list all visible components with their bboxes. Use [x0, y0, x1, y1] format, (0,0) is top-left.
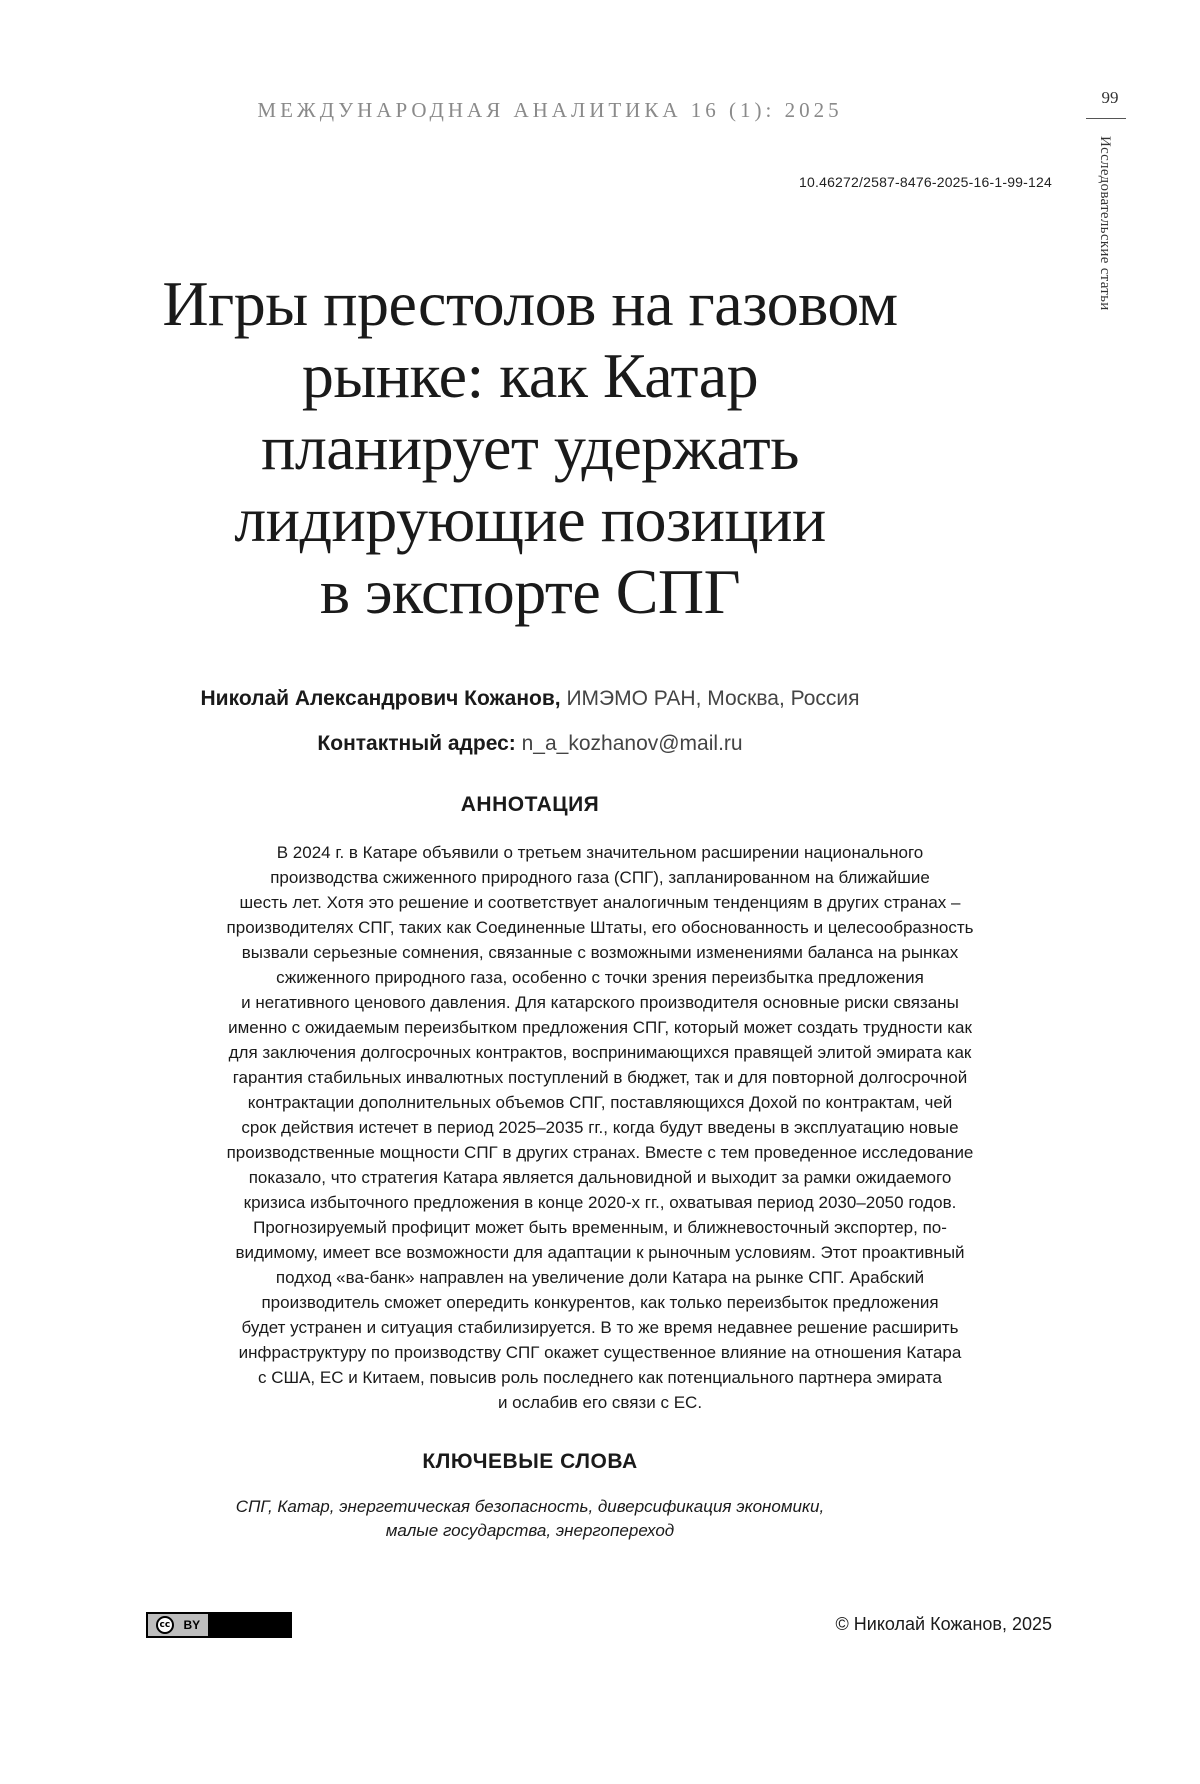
- abstract-line: видимому, имеет все возможности для адаптации к рыночным условиям. Этот проактивный: [235, 1243, 965, 1262]
- abstract-line: будет устранен и ситуация стабилизируется. В то же время недавнее решение расширить: [241, 1318, 959, 1337]
- cc-badge-bar: [208, 1614, 290, 1636]
- abstract-line: срок действия истечет в период 2025–2035 гг., когда будут введены в эксплуатацию новые: [241, 1118, 959, 1137]
- abstract-line: вызвали серьезные сомнения, связанные с возможными изменениями баланса на рынках: [241, 943, 959, 962]
- contact-line: [150, 732, 910, 756]
- cc-license-icon: [148, 1614, 208, 1636]
- abstract-heading: АННОТАЦИЯ: [460, 793, 600, 816]
- keywords-body: [150, 1495, 910, 1543]
- keywords-heading: КЛЮЧЕВЫЕ СЛОВА: [422, 1450, 638, 1473]
- keywords-line: малые государства, энергопереход: [385, 1521, 675, 1540]
- title-line: в экспорте СПГ: [319, 556, 741, 627]
- abstract-line: производства сжиженного природного газа (СПГ), запланированном на ближайшие: [270, 868, 930, 887]
- abstract-line: сжиженного природного газа, особенно с точки зрения переизбытка предложения: [276, 968, 924, 987]
- abstract-line: производственные мощности СПГ в других странах. Вместе с тем проведенное исследование: [226, 1143, 974, 1162]
- abstract-line: и ослабив его связи с ЕС.: [497, 1393, 703, 1412]
- abstract-line: контрактации дополнительных объемов СПГ, поставляющихся Дохой по контрактам, чей: [247, 1093, 953, 1112]
- title-line: рынке: как Катар: [301, 340, 759, 411]
- cc-circle-icon: cc: [156, 1616, 174, 1634]
- side-divider: [1086, 118, 1126, 119]
- abstract-line: именно с ожидаемым переизбытком предложения СПГ, который может создать трудности как: [228, 1018, 972, 1037]
- copyright-notice: © Николай Кожанов, 2025: [835, 1614, 1052, 1634]
- author-name: Николай Александрович Кожанов,: [200, 687, 561, 710]
- abstract-line: кризиса избыточного предложения в конце 2020-х гг., охватывая период 2030–2050 годов.: [243, 1193, 957, 1212]
- author-line: [150, 687, 910, 711]
- keywords-line: СПГ, Катар, энергетическая безопасность, диверсификация экономики,: [235, 1497, 825, 1516]
- page-number: 99: [1101, 88, 1119, 107]
- abstract-line: производителях СПГ, таких как Соединенные Штаты, его обоснованность и целесообразность: [226, 918, 974, 937]
- contact-email[interactable]: n_a_kozhanov@mail.ru: [515, 732, 743, 755]
- abstract-line: для заключения долгосрочных контрактов, воспринимающихся правящей элитой эмирата как: [228, 1043, 972, 1062]
- abstract-line: с США, ЕС и Китаем, повысив роль последнего как потенциального партнера эмирата: [258, 1368, 942, 1387]
- abstract-line: производитель сможет опередить конкурентов, как только переизбыток предложения: [261, 1293, 939, 1312]
- author-affiliation: ИМЭМО РАН, Москва, Россия: [560, 687, 860, 710]
- section-label: Исследовательские статьи: [1097, 136, 1113, 311]
- title-line: планирует удержать: [261, 412, 799, 483]
- journal-header: МЕЖДУНАРОДНАЯ АНАЛИТИКА 16 (1): 2025: [257, 98, 843, 122]
- abstract-line: подход «ва-банк» направлен на увеличение доли Катара на рынке СПГ. Арабский: [275, 1268, 925, 1287]
- abstract-line: В 2024 г. в Катаре объявили о третьем значительном расширении национального: [276, 843, 924, 862]
- title-line: Игры престолов на газовом: [162, 268, 898, 339]
- contact-label: Контактный адрес:: [317, 732, 516, 755]
- article-title: [150, 268, 910, 628]
- title-line: лидирующие позиции: [234, 484, 826, 555]
- abstract-line: Прогнозируемый профицит может быть временным, и ближневосточный экспортер, по-: [253, 1218, 947, 1237]
- abstract-line: показало, что стратегия Катара является дальновидной и выходит за рамки ожидаемого: [248, 1168, 952, 1187]
- cc-by-license-badge[interactable]: [146, 1612, 292, 1638]
- abstract-line: шесть лет. Хотя это решение и соответствует аналогичным тенденциям в других странах –: [239, 893, 961, 912]
- abstract-line: инфраструктуру по производству СПГ окажет существенное влияние на отношения Катара: [238, 1343, 962, 1362]
- abstract-line: и негативного ценового давления. Для катарского производителя основные риски связаны: [241, 993, 959, 1012]
- abstract-body: [160, 840, 1040, 1415]
- by-label: BY: [183, 1618, 201, 1632]
- abstract-line: гарантия стабильных инвалютных поступлений в бюджет, так и для повторной долгосрочной: [232, 1068, 968, 1087]
- doi-link[interactable]: 10.46272/2587-8476-2025-16-1-99-124: [799, 174, 1052, 190]
